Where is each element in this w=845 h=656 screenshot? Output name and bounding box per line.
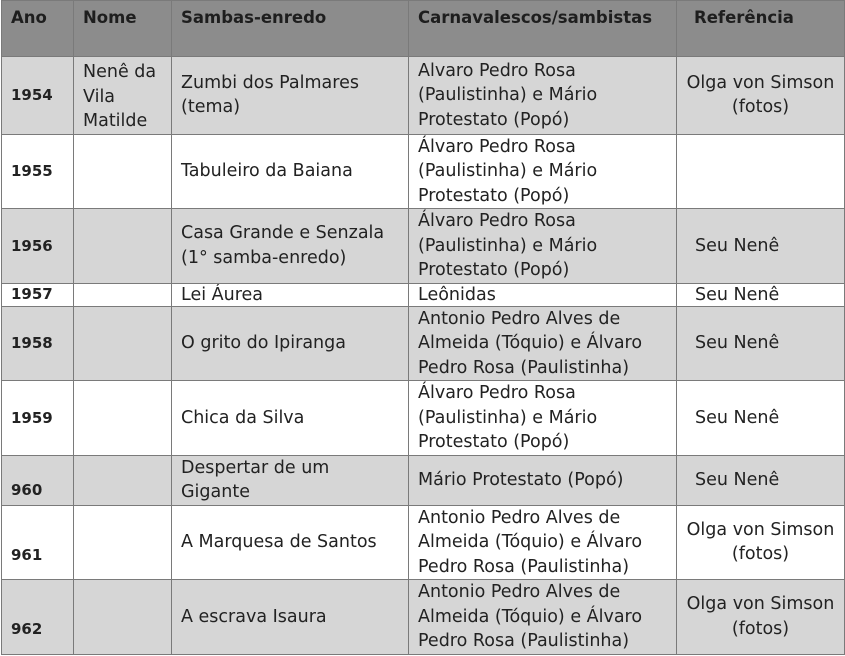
- cell-ano: 1959: [2, 381, 74, 456]
- header-sambas-enredo: Sambas-enredo: [172, 1, 409, 57]
- table-header-row: [2, 1, 845, 57]
- cell-samba: Lei Áurea: [172, 283, 409, 306]
- cell-samba: Zumbi dos Palmares (tema): [172, 57, 409, 135]
- cell-nome: [74, 505, 172, 580]
- cell-ano: 1956: [2, 209, 74, 284]
- cell-referencia: Olga von Simson (fotos): [677, 580, 845, 655]
- header-ano: Ano: [2, 1, 74, 57]
- cell-referencia: Seu Nenê: [677, 381, 845, 456]
- cell-referencia: Seu Nenê: [677, 209, 845, 284]
- cell-referencia: [677, 134, 845, 209]
- cell-carnavalescos: Mário Protestato (Popó): [409, 455, 677, 505]
- table-row: [2, 283, 845, 306]
- cell-referencia: Seu Nenê: [677, 306, 845, 381]
- cell-ano: 962: [2, 580, 74, 655]
- table-row: [2, 381, 845, 456]
- cell-nome: [74, 306, 172, 381]
- cell-carnavalescos: Alvaro Pedro Rosa (Paulistinha) e Mário Protestato (Popó): [409, 57, 677, 135]
- cell-carnavalescos: Álvaro Pedro Rosa (Paulistinha) e Mário Protestato (Popó): [409, 134, 677, 209]
- cell-samba: O grito do Ipiranga: [172, 306, 409, 381]
- cell-carnavalescos: Álvaro Pedro Rosa (Paulistinha) e Mário Protestato (Popó): [409, 381, 677, 456]
- table-row: [2, 505, 845, 580]
- cell-nome: [74, 455, 172, 505]
- cell-ano: 1954: [2, 57, 74, 135]
- table-row: [2, 134, 845, 209]
- cell-samba: Despertar de um Gigante: [172, 455, 409, 505]
- cell-ano: 961: [2, 505, 74, 580]
- sambas-enredo-table: [1, 0, 845, 655]
- cell-samba: A Marquesa de Santos: [172, 505, 409, 580]
- table-row: [2, 306, 845, 381]
- cell-carnavalescos: Leônidas: [409, 283, 677, 306]
- cell-ano: 1957: [2, 283, 74, 306]
- cell-nome: Nenê da Vila Matilde: [74, 57, 172, 135]
- cell-samba: Tabuleiro da Baiana: [172, 134, 409, 209]
- cell-samba: A escrava Isaura: [172, 580, 409, 655]
- cell-referencia: Olga von Simson (fotos): [677, 57, 845, 135]
- cell-referencia: Olga von Simson (fotos): [677, 505, 845, 580]
- cell-ano: 960: [2, 455, 74, 505]
- cell-carnavalescos: Antonio Pedro Alves de Almeida (Tóquio) e Álvaro Pedro Rosa (Paulistinha): [409, 580, 677, 655]
- header-referencia: Referência: [677, 1, 845, 57]
- cell-samba: Chica da Silva: [172, 381, 409, 456]
- table-row: [2, 209, 845, 284]
- table-row: [2, 57, 845, 135]
- cell-ano: 1958: [2, 306, 74, 381]
- cell-samba: Casa Grande e Senzala (1° samba-enredo): [172, 209, 409, 284]
- cell-nome: [74, 209, 172, 284]
- cell-nome: [74, 283, 172, 306]
- cell-ano: 1955: [2, 134, 74, 209]
- header-nome: Nome: [74, 1, 172, 57]
- table-row: [2, 580, 845, 655]
- header-carnavalescos: Carnavalescos/sambistas: [409, 1, 677, 57]
- cell-nome: [74, 381, 172, 456]
- cell-nome: [74, 134, 172, 209]
- cell-referencia: Seu Nenê: [677, 283, 845, 306]
- cell-carnavalescos: Antonio Pedro Alves de Almeida (Tóquio) e Álvaro Pedro Rosa (Paulistinha): [409, 505, 677, 580]
- cell-referencia: Seu Nenê: [677, 455, 845, 505]
- table-row: [2, 455, 845, 505]
- cell-carnavalescos: Antonio Pedro Alves de Almeida (Tóquio) e Álvaro Pedro Rosa (Paulistinha): [409, 306, 677, 381]
- cell-carnavalescos: Álvaro Pedro Rosa (Paulistinha) e Mário Protestato (Popó): [409, 209, 677, 284]
- cell-nome: [74, 580, 172, 655]
